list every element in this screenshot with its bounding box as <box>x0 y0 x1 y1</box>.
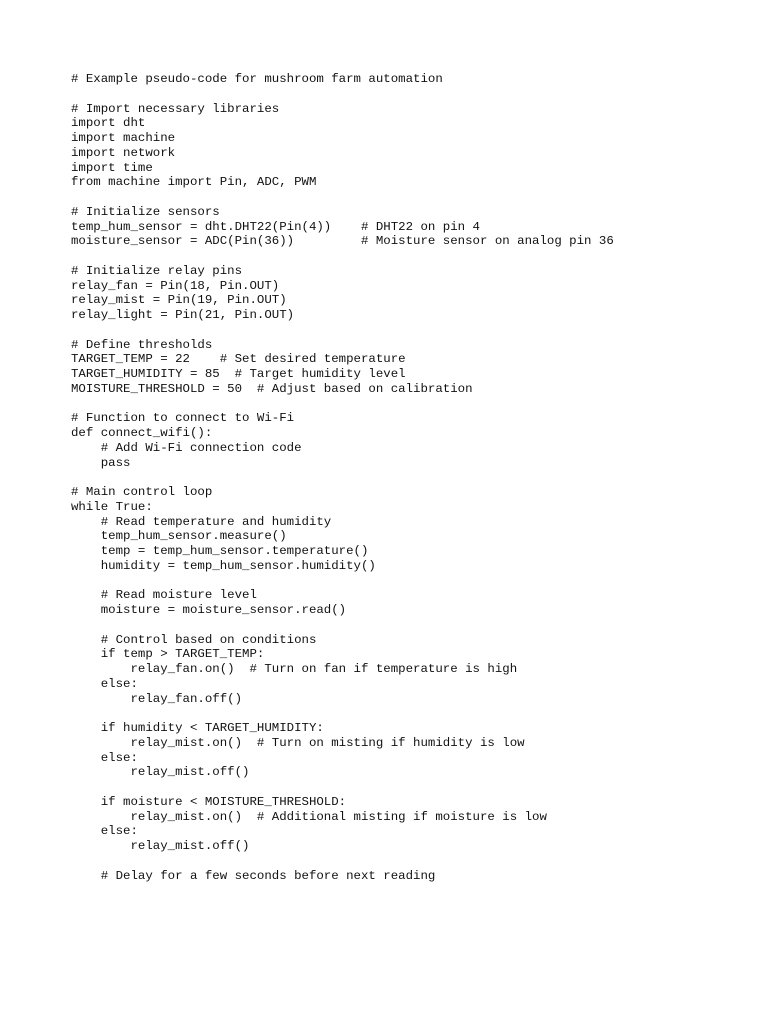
code-line: relay_fan = Pin(18, Pin.OUT) <box>71 278 280 293</box>
code-line: temp = temp_hum_sensor.temperature() <box>71 544 369 558</box>
code-line: relay_light = Pin(21, Pin.OUT) <box>71 308 295 322</box>
code-line: # Function to connect to Wi-Fi <box>71 411 295 426</box>
code-line: humidity = temp_hum_sensor.humidity() <box>71 558 376 573</box>
code-line: while True: <box>71 499 153 514</box>
code-line: import dht <box>71 116 146 131</box>
code-line: temp_hum_sensor.measure() <box>71 529 287 544</box>
code-line: # Initialize sensors <box>71 204 220 219</box>
code-line <box>71 780 614 795</box>
code-line <box>71 397 614 412</box>
code-line <box>71 323 614 338</box>
code-line: moisture = moisture_sensor.read() <box>71 603 347 617</box>
code-line: relay_mist.on() # Additional misting if moisture is low <box>71 809 547 824</box>
code-line: moisture_sensor = ADC(Pin(36)) # Moisture sensor on analog pin 36 <box>71 234 614 249</box>
code-line: if humidity < TARGET_HUMIDITY: <box>71 721 324 735</box>
code-line: relay_mist.off() <box>71 839 250 853</box>
code-line: relay_mist.on() # Turn on misting if humidity is low <box>71 735 525 750</box>
code-line: relay_mist.off() <box>71 765 250 780</box>
code-line: # Read moisture level <box>71 588 257 603</box>
code-line: relay_fan.off() <box>71 691 243 706</box>
code-line <box>71 249 614 264</box>
code-line <box>71 706 614 721</box>
code-line: if temp > TARGET_TEMP: <box>71 647 265 662</box>
code-line: # Initialize relay pins <box>71 263 243 278</box>
code-line: temp_hum_sensor = dht.DHT22(Pin(4)) # DHT22 on pin 4 <box>71 219 480 234</box>
code-line <box>71 574 614 589</box>
code-line: MOISTURE_THRESHOLD = 50 # Adjust based on calibration <box>71 381 473 396</box>
code-line: relay_mist = Pin(19, Pin.OUT) <box>71 293 287 308</box>
code-line: # Main control loop <box>71 485 213 499</box>
code-line: from machine import Pin, ADC, PWM <box>71 175 317 190</box>
code-line <box>71 618 614 633</box>
code-line: # Import necessary libraries <box>71 101 280 116</box>
code-line: # Example pseudo-code for mushroom farm automation <box>71 72 443 86</box>
code-line: pass <box>71 455 131 470</box>
code-line: import network <box>71 145 176 160</box>
code-line <box>71 470 614 485</box>
code-line: import time <box>71 160 153 175</box>
code-line: def connect_wifi(): <box>71 426 213 440</box>
code-block <box>71 72 614 883</box>
code-line: # Read temperature and humidity <box>71 514 332 529</box>
code-line: import machine <box>71 131 176 145</box>
code-line: else: <box>71 824 138 839</box>
code-line: relay_fan.on() # Turn on fan if temperature is high <box>71 662 518 676</box>
code-line: # Define thresholds <box>71 337 213 352</box>
code-line: # Delay for a few seconds before next reading <box>71 868 436 883</box>
code-line: TARGET_HUMIDITY = 85 # Target humidity level <box>71 367 406 381</box>
code-line: TARGET_TEMP = 22 # Set desired temperature <box>71 352 406 367</box>
code-line <box>71 190 614 205</box>
code-line: else: <box>71 676 138 691</box>
code-line: else: <box>71 750 138 765</box>
code-line: # Control based on conditions <box>71 632 317 647</box>
code-line <box>71 854 614 869</box>
code-line: if moisture < MOISTURE_THRESHOLD: <box>71 794 347 809</box>
code-line: # Add Wi-Fi connection code <box>71 440 302 455</box>
code-line <box>71 87 614 102</box>
